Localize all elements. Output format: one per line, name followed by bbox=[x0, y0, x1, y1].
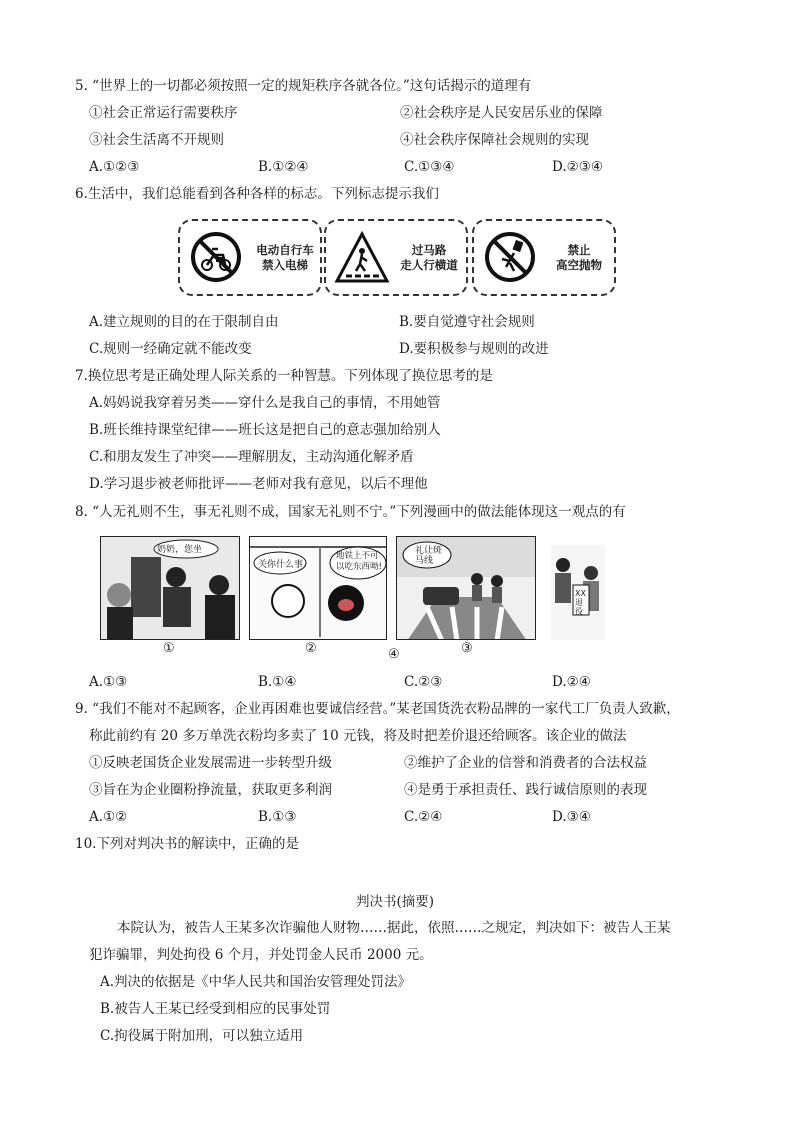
cartoon-2-bubble-2: 地铁上不可以吃东西呦! bbox=[336, 551, 382, 572]
q8-option-a[interactable]: A.①③ bbox=[89, 674, 128, 690]
q6-option-d[interactable]: D.要积极参与规则的改进 bbox=[399, 341, 549, 357]
q9-option-c[interactable]: C.②④ bbox=[404, 809, 443, 825]
verdict-title: 判决书(摘要) bbox=[355, 894, 435, 910]
sign-1-line1: 电动自行车 bbox=[256, 243, 314, 257]
sign-2-line1: 过马路 bbox=[411, 243, 447, 257]
q8-option-d[interactable]: D.②④ bbox=[552, 674, 591, 690]
cartoon-1 bbox=[100, 536, 240, 640]
q7-option-a[interactable]: A.妈妈说我穿着另类——穿什么是我自己的事情，不用她管 bbox=[89, 395, 441, 411]
q10-option-b[interactable]: B.被告人王某已经受到相应的民事处罚 bbox=[100, 1001, 331, 1017]
q9-option-a[interactable]: A.①② bbox=[89, 809, 128, 825]
sign-crosswalk bbox=[324, 219, 468, 296]
q7-option-b[interactable]: B.班长维持课堂纪律——班长这是把自己的意志强加给别人 bbox=[89, 422, 441, 438]
q9-stem-1: 9. “我们不能对不起顾客，企业再困难也要诚信经营。”某老国货洗衣粉品牌的一家代工厂负责人致歉， bbox=[75, 701, 680, 717]
cartoon-2-label: ② bbox=[305, 641, 317, 656]
q5-option-c[interactable]: C.①③④ bbox=[404, 159, 455, 175]
cartoon-2 bbox=[249, 536, 387, 640]
q9-item-4: ④是勇于承担责任、践行诚信原则的表现 bbox=[404, 782, 647, 798]
verdict-line-1: 本院认为，被告人王某多次诈骗他人财物……据此，依照……之规定，判决如下：被告人王某 bbox=[117, 920, 671, 936]
q5-item-3: ③社会生活离不开规则 bbox=[89, 132, 224, 148]
sign-3-line1: 禁止 bbox=[567, 243, 591, 257]
q5-item-1: ①社会正常运行需要秩序 bbox=[89, 105, 238, 121]
q6-option-c[interactable]: C.规则一经确定就不能改变 bbox=[89, 341, 252, 357]
cartoon-2-bubble-1: 关你什么事 bbox=[258, 560, 304, 570]
q9-item-2: ②维护了企业的信誉和消费者的合法权益 bbox=[404, 755, 647, 771]
q9-stem-2: 称此前约有 20 多万单洗衣粉均多卖了 10 元钱，将及时把差价退还给顾客。该企业的做法 bbox=[89, 728, 627, 744]
q5-option-a[interactable]: A.①②③ bbox=[89, 159, 140, 175]
sign-no-throwing bbox=[472, 219, 616, 296]
q9-item-3: ③旨在为企业圈粉挣流量，获取更多利润 bbox=[89, 782, 332, 798]
q10-option-c[interactable]: C.拘役属于附加刑，可以独立适用 bbox=[100, 1028, 304, 1044]
sign-3-line2: 高空抛物 bbox=[556, 258, 602, 272]
q8-stem: 8. “人无礼则不生，事无礼则不成，国家无礼则不宁。”下列漫画中的做法能体现这一观点的有 bbox=[75, 504, 626, 520]
sign-2-line2: 走人行横道 bbox=[400, 258, 458, 272]
q5-option-b[interactable]: B.①②④ bbox=[258, 159, 309, 175]
q7-option-c[interactable]: C.和朋友发生了冲突——理解朋友，主动沟通化解矛盾 bbox=[89, 449, 414, 465]
no-ebike-icon bbox=[190, 231, 242, 283]
sign-no-ebike bbox=[178, 219, 322, 296]
q9-item-1: ①反映老国货企业发展需进一步转型升级 bbox=[89, 755, 332, 771]
q7-option-d[interactable]: D.学习退步被老师批评——老师对我有意见，以后不理他 bbox=[89, 476, 428, 492]
q8-option-c[interactable]: C.②③ bbox=[404, 674, 443, 690]
q5-item-2: ②社会秩序是人民安居乐业的保障 bbox=[400, 105, 603, 121]
cartoon-3 bbox=[396, 536, 536, 640]
q5-option-d[interactable]: D.②③④ bbox=[552, 159, 603, 175]
q5-stem: 5. “世界上的一切都必须按照一定的规矩秩序各就各位。”这句话揭示的道理有 bbox=[75, 78, 532, 94]
q9-option-b[interactable]: B.①③ bbox=[258, 809, 297, 825]
cartoon-1-label: ① bbox=[163, 641, 175, 656]
crosswalk-icon bbox=[334, 231, 390, 285]
q10-stem: 10.下列对判决书的解读中，正确的是 bbox=[75, 836, 299, 852]
q6-option-b[interactable]: B.要自觉遵守社会规则 bbox=[399, 314, 535, 330]
q6-option-a[interactable]: A.建立规则的目的在于限制自由 bbox=[89, 314, 279, 330]
q7-stem: 7.换位思考是正确处理人际关系的一种智慧。下列体现了换位思考的是 bbox=[75, 368, 493, 384]
no-throwing-icon bbox=[484, 231, 536, 283]
sign-1-line2: 禁入电梯 bbox=[262, 258, 308, 272]
verdict-line-2: 犯诈骗罪，判处拘役 6 个月，并处罚金人民币 2000 元。 bbox=[89, 947, 433, 963]
q10-option-a[interactable]: A.判决的依据是《中华人民共和国治安管理处罚法》 bbox=[100, 974, 412, 990]
q5-item-4: ④社会秩序保障社会规则的实现 bbox=[400, 132, 589, 148]
q6-stem: 6.生活中，我们总能看到各种各样的标志。下列标志提示我们 bbox=[75, 186, 439, 202]
cartoon-1-bubble: 奶奶，您坐 bbox=[157, 545, 203, 555]
cartoon-4-sign: XX退役 bbox=[575, 589, 586, 616]
q9-option-d[interactable]: D.③④ bbox=[552, 809, 591, 825]
cartoon-4-label: ④ bbox=[388, 647, 400, 662]
cartoon-4 bbox=[551, 545, 605, 640]
cartoon-3-bubble: 礼让斑马线 bbox=[415, 546, 443, 566]
cartoon-3-label: ③ bbox=[461, 641, 473, 656]
q8-option-b[interactable]: B.①④ bbox=[258, 674, 297, 690]
